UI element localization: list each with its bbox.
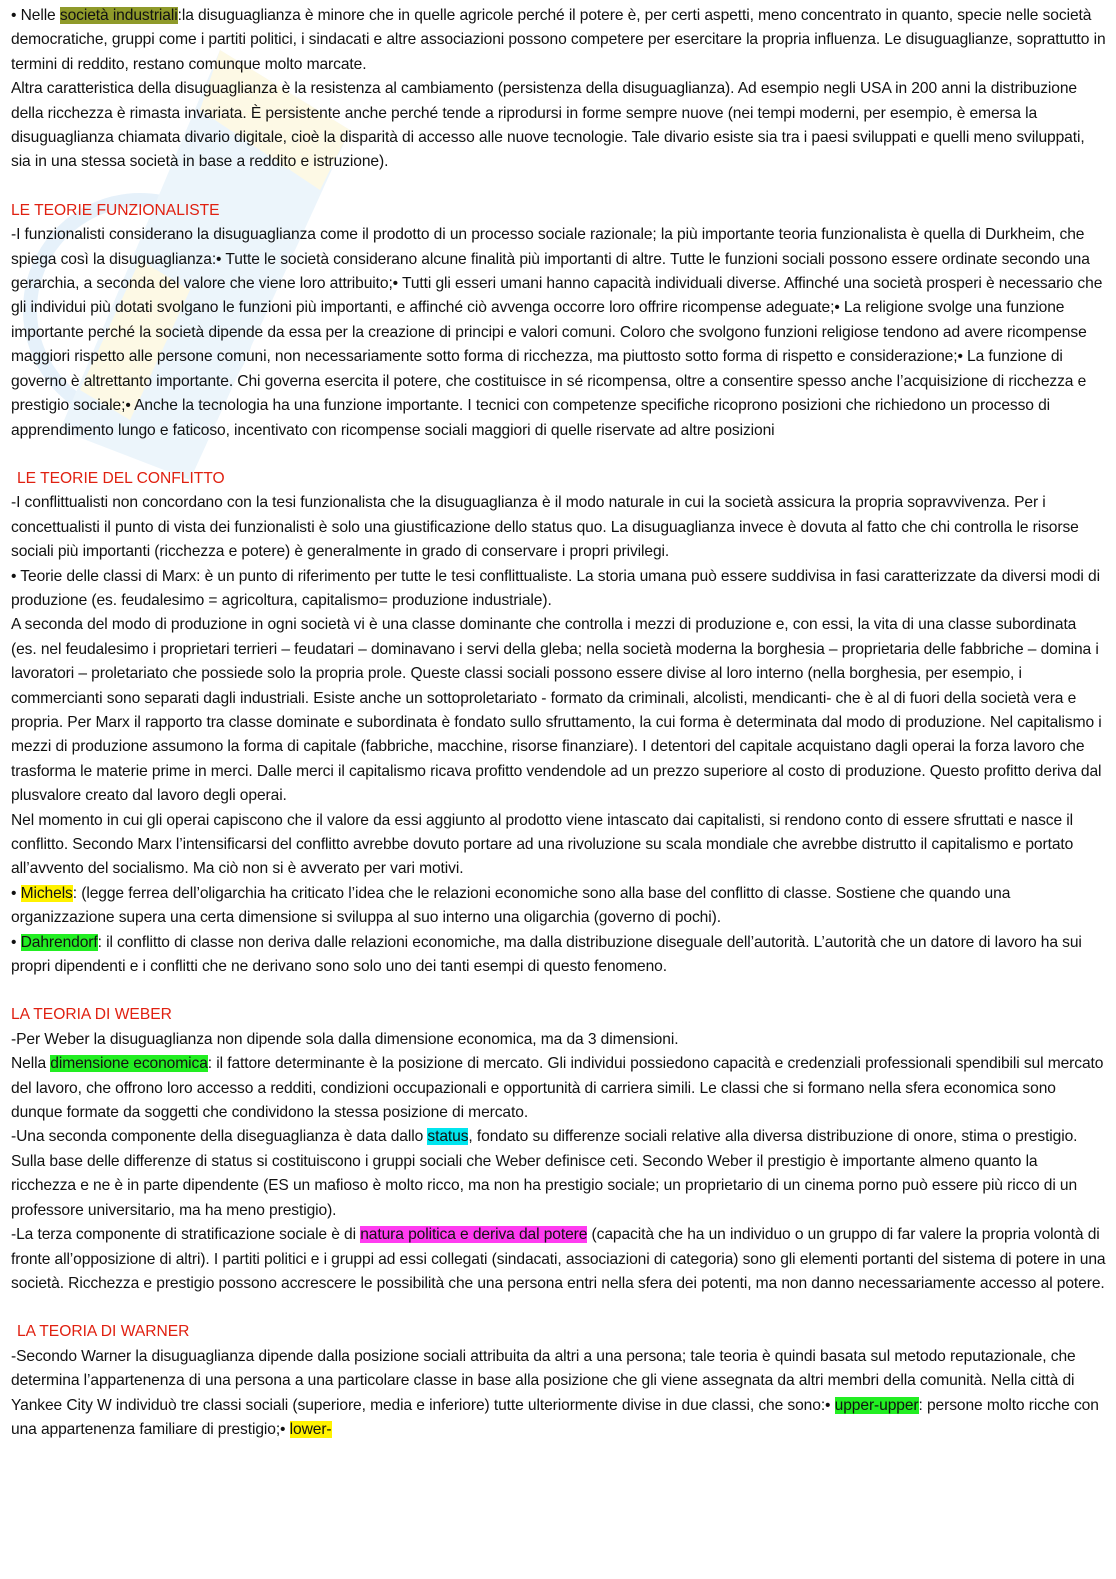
highlight-upper-upper: upper-upper <box>834 1396 919 1414</box>
highlight-societa-industriali: società industriali <box>59 7 178 24</box>
paragraph-conflitto-marx: • Teorie delle classi di Marx: è un punto di riferimento per tutte le tesi conflittualiste. La storia umana può essere suddivisa in fasi caratterizzate da diversi modi di produzione (es. feudalesimo = agricoltura, capitalismo= produzione industriale). <box>11 567 1100 609</box>
highlight-dimensione-economica: dimensione economica <box>50 1055 208 1073</box>
paragraph-conflitto-4: Nel momento in cui gli operai capiscono che il valore da essi aggiunto al prodotto viene intascato dai capitalisti, si rendono conto di essere sfruttati e nasce il conflitto. Secondo Marx l’intensificarsi del conflitto avrebbe dovuto portare ad una rivoluzione su scala mondiale che avrebbe distrutto il capitalismo e portato all’avvento del socialismo. Ma ciò non si è avverato per vari motivi. <box>11 811 1074 878</box>
highlight-natura-politica: natura politica e deriva dal potere <box>360 1226 588 1244</box>
heading-teoria-warner: LA TEORIA DI WARNER <box>17 1323 190 1341</box>
heading-teorie-funzionaliste: LE TEORIE FUNZIONALISTE <box>11 201 220 219</box>
highlight-status: status <box>427 1128 469 1146</box>
paragraph-michels: • Michels: (legge ferrea dell’oligarchia ha criticato l’idea che le relazioni economiche sono alla base del conflitto di classe. Sostiene che quando una organizzazione supera una certa dimensione si sviluppa al suo interno una oligarchia (governo di pochi). <box>11 884 1011 927</box>
paragraph-dahrendorf: • Dahrendorf: il conflitto di classe non deriva dalle relazioni economiche, ma dalla distribuzione diseguale dell’autorità. L’autorità che un datore di lavoro ha sui propri dipendenti e i conflitti che ne derivano sono solo uno dei tanti esempi di questo fenomeno. <box>11 933 1082 976</box>
paragraph-warner: -Secondo Warner la disuguaglianza dipende dalla posizione sociali attribuita da altri a una persona; tale teoria è quindi basata sul metodo reputazionale, che determina l’appartenenza di una persona a una particolare classe in base alla posizione che gli viene assegnata da altri membri della comunità. Nella città di Yankee City W individuò tre classi sociali (superiore, media e inferiore) tutte ulteriormente divise in due classi, che sono:• upper-upper: persone molto ricche con una appartenenza familiare di prestigio;• lower- <box>11 1347 1099 1438</box>
paragraph-funzionaliste: -I funzionalisti considerano la disuguaglianza come il prodotto di un processo sociale razionale; la più importante teoria funzionalista è quella di Durkheim, che spiega così la disuguaglianza:• Tutte le società considerano alcune finalità più importanti di altre. Tutte le funzioni sociali possono essere ordinate secondo una gerarchia, a seconda del valore che viene loro attribuito;• Tutti gli esseri umani hanno capacità individuali diverse. Affinché una società prosperi è necessario che gli individui più dotati svolgano le funzioni più importanti, e affinché ciò avvenga occorre loro offrire ricompense adeguate;• La religione svolge una funzione importante perché la società dipende da essa per la creazione di principi e valori comuni. Coloro che svolgono funzioni religiose tendono ad avere ricompense maggiori rispetto alle persone comuni, non necessariamente sotto forma di ricchezza, ma piuttosto sotto forma di rispetto e considerazione;• La funzione di governo è altrettanto importante. Chi governa esercita il potere, che costituisce in sé ricompensa, oltre a consentire spesso anche l’acquisizione di ricchezza e prestigio sociale;• Anche la tecnologia ha una funzione importante. I tecnici con competenze specifiche ricoprono posizioni che richiedono un processo di apprendimento lungo e faticoso, incentivato con ricompense sociali maggiori di quelle riservate ad altre posizioni <box>11 226 1103 439</box>
paragraph-intro-2: Altra caratteristica della disuguaglianza è la resistenza al cambiamento (persistenza della disuguaglianza). Ad esempio negli USA in 200 anni la distribuzione della ricchezza è rimasta invariata. È persistente anche perché tende a riprodursi in forme sempre nuove (nei tempi moderni, per esempio, è emersa la disuguaglianza chiamata divario digitale, cioè la disparità di accesso alle nuove tecnologie. Tale divario esiste sia tra i paesi sviluppati e quelli meno sviluppati, sia in una stessa società in base a reddito e istruzione). <box>11 80 1085 171</box>
highlight-michels: Michels <box>20 884 73 902</box>
highlight-dahrendorf: Dahrendorf <box>20 933 98 951</box>
paragraph-weber-status: -Una seconda componente della diseguaglianza è data dallo status, fondato su differenze sociali relative alla diversa distribuzione di onore, stima o prestigio. Sulla base delle differenze di status si costituiscono i gruppi sociali che Weber definisce ceti. Secondo Weber il prestigio è importante almeno quanto la ricchezza e ne è in parte dipendente (ES un mafioso è molto ricco, ma non ha prestigio sociale; un proprietario di un cinema porno può essere più ricco di un professore universitario, ma ha meno prestigio). <box>11 1128 1078 1219</box>
paragraph-weber-economica: Nella dimensione economica: il fattore determinante è la posizione di mercato. Gli individui possiedono capacità e credenziali professionali spendibili sul mercato del lavoro, che offrono loro accesso a redditi, condizioni occupazionali e opportunità di carriera simili. Le classi che si formano nella sfera economica sono dunque formate da soggetti che condividono la stessa posizione di mercato. <box>11 1055 1104 1122</box>
paragraph-intro-1: • Nelle società industriali:la disuguaglianza è minore che in quelle agricole perché il potere è, per certi aspetti, meno concentrato in quanto, specie nelle società democratiche, gruppi come i partiti politici, i sindacati e altre associazioni possono competere per esercitare la propria influenza. Le disuguaglianze, soprattutto in termini di reddito, restano comunque molto marcate. <box>11 7 1106 73</box>
heading-teoria-weber: LA TEORIA DI WEBER <box>11 1006 172 1024</box>
paragraph-weber-potere: -La terza componente di stratificazione sociale è di natura politica e deriva dal potere (capacità che ha un individuo o un gruppo di far valere la propria volontà di fronte all’opposizione di altri). I partiti politici e i gruppi ad essi collegati (sindacati, associazioni di categoria) sono gli elementi portanti del sistema di potere in una società. Ricchezza e prestigio possono accrescere le possibilità che una persona entri nella sfera dei potenti, ma non danno necessariamente accesso al potere. <box>11 1226 1106 1292</box>
paragraph-weber-1: -Per Weber la disuguaglianza non dipende sola dalla dimensione economica, ma da 3 dimensioni. <box>11 1030 679 1048</box>
paragraph-conflitto-1: -I conflittualisti non concordano con la tesi funzionalista che la disuguaglianza è il modo naturale in cui la società assicura la propria sopravvivenza. Per i concettualisti il punto di vista dei funzionalisti è solo una giustificazione dello status quo. La disuguaglianza invece è dovuta al fatto che chi controlla le risorse sociali più importanti (ricchezza e potere) è generalmente in grado di conservare i propri privilegi. <box>11 494 1079 561</box>
highlight-lower: lower- <box>289 1420 332 1438</box>
paragraph-conflitto-3: A seconda del modo di produzione in ogni società vi è una classe dominante che controlla i mezzi di produzione e, con essi, la vita di una classe subordinata (es. nel feudalesimo i proprietari terrieri – feudatari – dominavano i servi della gleba; nella società moderna la borghesia – proprietaria delle fabbriche – domina i lavoratori – proletariato che possiede solo la propria prole. Queste classi sociali possono essere divise al loro interno (nella borghesia, per esempio, i commercianti sono separati dagli industriali. Esiste anche un sottoproletariato - formato da criminali, alcolisti, mendicanti- che è al di fuori della società vera e propria. Per Marx il rapporto tra classe dominate e subordinata è fondato sullo sfruttamento, la cui forma è determinata dal modo di produzione. Nel capitalismo i mezzi di produzione assumono la forma di capitale (fabbriche, macchine, risorse finanziare). I detentori del capitale acquistano dagli operai la forza lavoro che trasforma le materie prime in merci. Dalle merci il capitalismo ricava profitto vendendole ad un prezzo superiore al costo di produzione. Questo profitto deriva dal plusvalore creato dal lavoro degli operai. <box>11 616 1102 805</box>
heading-teorie-conflitto: LE TEORIE DEL CONFLITTO <box>17 469 225 487</box>
